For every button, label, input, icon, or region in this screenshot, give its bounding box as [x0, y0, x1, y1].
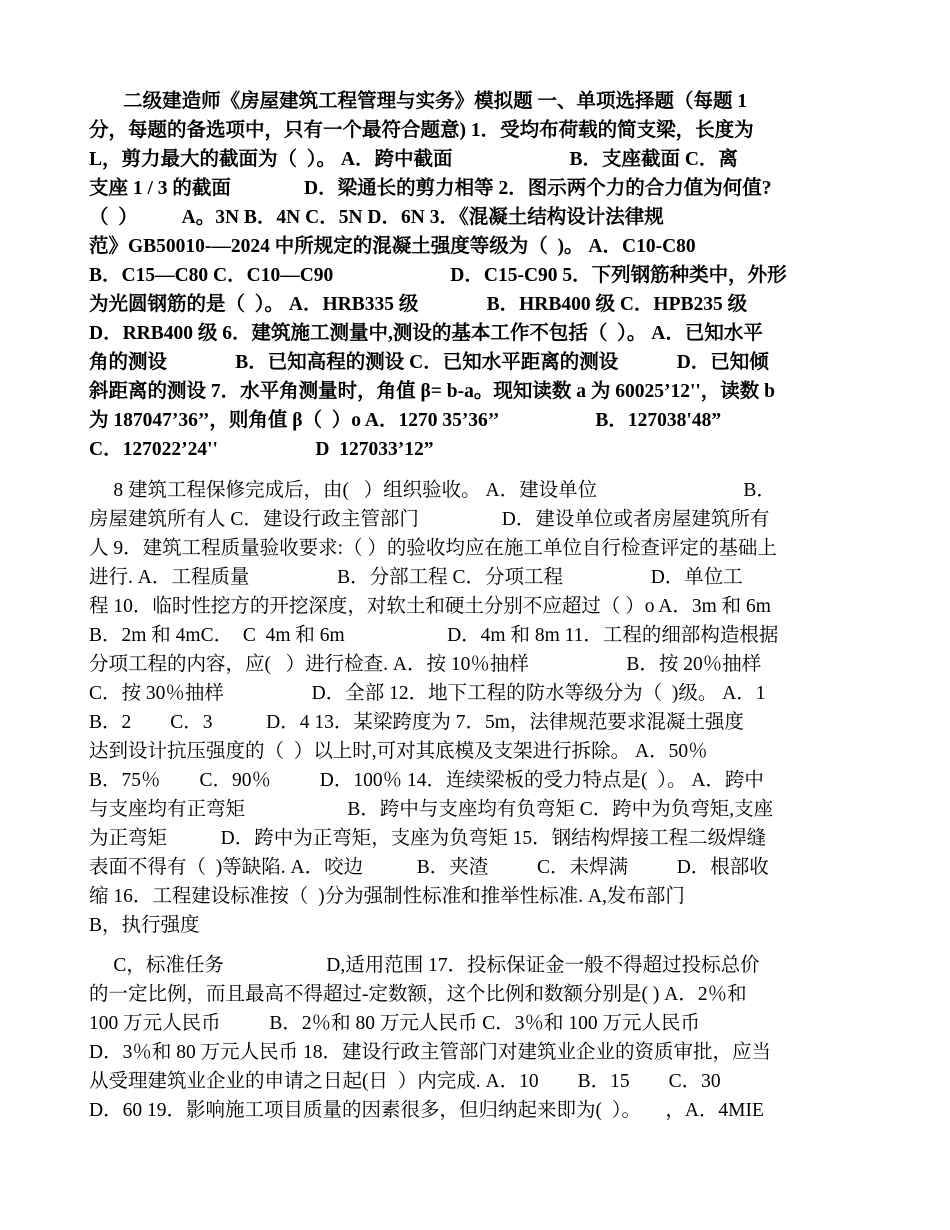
text-line: C，标准任务 D,适用范围 17．投标保证金一般不得超过投标总价	[89, 955, 760, 976]
text-line: 人 9．建筑工程质量验收要求:（ ）的验收均应在施工单位自行检查评定的基础上	[89, 538, 777, 559]
text-line: 支座 1 / 3 的截面 D．梁通长的剪力相等 2．图示两个力的合力值为何值?	[89, 178, 772, 199]
text-line: 从受理建筑业企业的申请之日起(日 ）内完成. A．10 B．15 C．30	[89, 1071, 721, 1092]
text-line: 与支座均有正弯矩 B．跨中与支座均有负弯矩 C．跨中为负弯矩,支座	[89, 799, 774, 820]
text-line: B．C15—C80 C．C10—C90 D．C15-C90 5．下列钢筋种类中，外形	[89, 265, 787, 286]
text-line: 为光圆钢筋的是（ ）。 A．HRB335 级 B．HRB400 级 C．HPB235 级	[89, 294, 748, 315]
text-line: 角的测设 B．已知高程的测设 C．已知水平距离的测设 D．已知倾	[89, 352, 769, 373]
text-line: 8 建筑工程保修完成后，由( ）组织验收。 A．建设单位 B．	[89, 480, 776, 501]
text-line: 进行. A．工程质量 B．分部工程 C．分项工程 D．单位工	[89, 567, 743, 588]
text-line: L，剪力最大的截面为（ ）。 A．跨中截面 B．支座截面 C．离	[89, 149, 738, 170]
text-line: 范》GB50010-—2024 中所规定的混凝土强度等级为（ )。 A．C10-C80	[89, 236, 696, 257]
text-line: 为 187047’36’’，则角值 β（ ）o A．1270 35’36’’ B．127038'48”	[89, 410, 722, 431]
text-line: 二级建造师《房屋建筑工程管理与实务》模拟题 一、单项选择题（每题 1	[89, 91, 748, 112]
text-line: 分，每题的备选项中，只有一个最符合题意) 1．受均布荷载的简支梁，长度为	[89, 120, 754, 141]
text-line: 达到设计抗压强度的（ ）以上时,可对其底模及支架进行拆除。 A．50％	[89, 741, 708, 762]
text-line: B．2 C．3 D．4 13．某梁跨度为 7．5m，法律规范要求混凝土强度	[89, 712, 744, 733]
text-line: D．3％和 80 万元人民币 18．建设行政主管部门对建筑业企业的资质审批，应当	[89, 1042, 771, 1063]
text-line: 表面不得有（ )等缺陷. A．咬边 B．夹渣 C．未焊满 D．根部收	[89, 857, 769, 878]
text-line: （ ） A。3N B．4N C．5N D．6N 3．《混凝土结构设计法律规	[89, 207, 664, 228]
text-line: D．60 19．影响施工项目质量的因素很多，但归纳起来即为( ）。 ，A．4MIE	[89, 1100, 764, 1121]
text-line: B．2m 和 4mC． C 4m 和 6m D．4m 和 8m 11．工程的细部构造根据	[89, 625, 779, 646]
text-line: C．按 30％抽样 D．全部 12．地下工程的防水等级分为（ )级。 A．1	[89, 683, 766, 704]
text-line: B．75％ C．90％ D．100％ 14．连续梁板的受力特点是( ）。 A．跨中	[89, 770, 764, 791]
text-line: B，执行强度	[89, 915, 200, 936]
text-line: 100 万元人民币 B．2％和 80 万元人民币 C．3％和 100 万元人民币	[89, 1013, 701, 1034]
text-line: D．RRB400 级 6．建筑施工测量中,测设的基本工作不包括（ ）。 A．已知水平	[89, 323, 763, 344]
text-line: C．127022’24'' D 127033’12”	[89, 439, 434, 460]
text-line: 的一定比例，而且最高不得超过-定数额，这个比例和数额分别是( ) A．2％和	[89, 984, 747, 1005]
text-line: 房屋建筑所有人 C．建设行政主管部门 D．建设单位或者房屋建筑所有	[89, 509, 770, 530]
text-line: 分项工程的内容，应( ）进行检查. A．按 10％抽样 B．按 20％抽样	[89, 654, 762, 675]
text-line: 为正弯矩 D．跨中为正弯矩，支座为负弯矩 15．钢结构焊接工程二级焊缝	[89, 828, 767, 849]
text-line: 斜距离的测设 7．水平角测量时，角值 β= b-a。现知读数 a 为 60025’12''，读数 b	[89, 381, 776, 402]
text-line: 缩 16．工程建设标准按（ )分为强制性标准和推举性标准. A,发布部门	[89, 886, 685, 907]
text-line: 程 10．临时性挖方的开挖深度，对软土和硬土分别不应超过（ ）o A．3m 和 6m	[89, 596, 771, 617]
